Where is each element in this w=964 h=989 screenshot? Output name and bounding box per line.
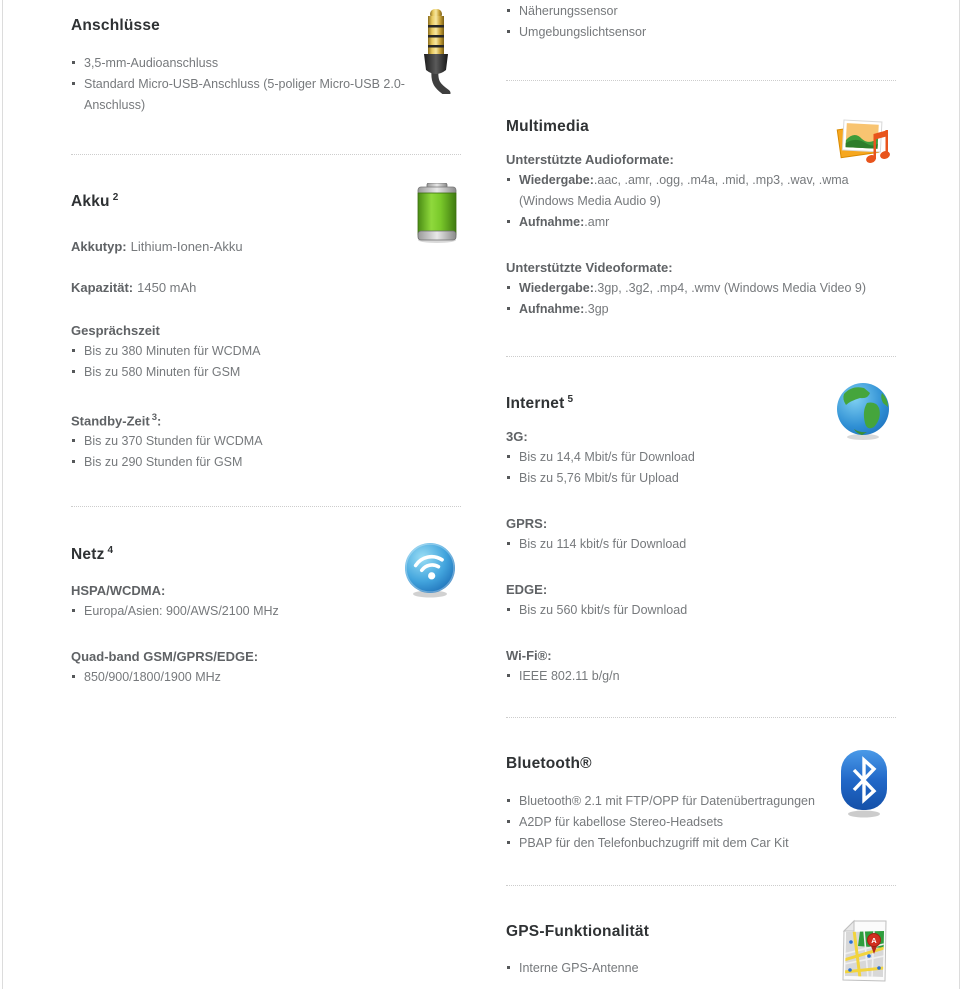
list-item: Bis zu 14,4 Mbit/s für Download <box>506 447 891 468</box>
internet-title: Internet $^5$ <box>506 394 574 413</box>
akkutyp-row: Akkutyp: Lithium-Ionen-Akku <box>71 239 243 255</box>
list-item: Bis zu 560 kbit/s für Download <box>506 600 891 621</box>
list-item: Europa/Asien: 900/AWS/2100 MHz <box>71 601 456 622</box>
standby-label: Standby-Zeit $^3$: <box>71 412 162 429</box>
edge-list <box>506 600 896 621</box>
list-item: Interne GPS-Antenne <box>506 958 891 979</box>
list-item: Bis zu 380 Minuten für WCDMA <box>71 341 456 362</box>
list-item: IEEE 802.11 b/g/n <box>506 666 891 687</box>
globe-icon <box>834 381 892 446</box>
section-akku <box>71 155 461 506</box>
list-item: Bis zu 580 Minuten für GSM <box>71 362 456 383</box>
gps-title: GPS-Funktionalität <box>506 923 650 941</box>
list-item: Bis zu 5,76 Mbit/s für Upload <box>506 468 891 489</box>
battery-icon <box>415 183 459 248</box>
section-gps <box>506 886 896 989</box>
section-sensoren <box>506 0 896 80</box>
akku-title: Akku $^2$ <box>71 192 119 211</box>
standby-list <box>71 431 461 473</box>
gespraechszeit-label: Gesprächszeit <box>71 323 160 339</box>
footnote-ref: 3 <box>151 412 158 424</box>
list-item: Aufnahme:.amr <box>506 212 891 233</box>
list-item: Bis zu 370 Stunden für WCDMA <box>71 431 456 452</box>
anschluesse-title: Anschlüsse <box>71 17 161 34</box>
gps-list <box>506 958 896 979</box>
wifi-list <box>506 666 896 687</box>
section-anschluesse <box>71 0 461 154</box>
footnote-ref: 4 <box>107 545 114 557</box>
list-item: Umgebungslichtsensor <box>506 22 891 43</box>
multimedia-title: Multimedia <box>506 118 589 135</box>
footnote-ref: 5 <box>567 394 574 405</box>
list-item: Bis zu 114 kbit/s für Download <box>506 534 891 555</box>
anschluesse-list <box>71 53 461 116</box>
3g-list <box>506 447 896 489</box>
list-item: A2DP für kabellose Stereo-Headsets <box>506 812 891 833</box>
list-item: Wiedergabe:.aac, .amr, .ogg, .m4a, .mid, .mp3, .wav, .wma (Windows Media Audio 9) <box>506 170 891 212</box>
list-item: Aufnahme:.3gp <box>506 299 891 320</box>
spec-page <box>2 0 960 989</box>
gespraechszeit-list <box>71 341 461 383</box>
section-internet <box>506 357 896 717</box>
netz-title: Netz $^4$ <box>71 545 114 564</box>
edge-label: EDGE: <box>506 582 548 598</box>
list-item: Bluetooth® 2.1 mit FTP/OPP für Datenübertragungen <box>506 791 891 812</box>
list-item: PBAP für den Telefonbuchzugriff mit dem Car Kit <box>506 833 891 854</box>
multimedia-icon <box>835 117 893 170</box>
list-item: Näherungssensor <box>506 1 891 22</box>
list-item: Bis zu 290 Stunden für GSM <box>71 452 456 473</box>
quadband-list <box>71 667 461 688</box>
list-item: Standard Micro-USB-Anschluss (5-poliger Micro-USB 2.0-Anschluss) <box>71 74 456 116</box>
quadband-label: Quad-band GSM/GPRS/EDGE: <box>71 648 259 664</box>
videoformate-list <box>506 278 896 320</box>
audioformate-list <box>506 170 896 233</box>
kapazitaet-row: Kapazität: 1450 mAh <box>71 280 197 296</box>
bluetooth-list <box>506 791 896 854</box>
sensoren-list <box>506 1 896 43</box>
bluetooth-title: Bluetooth® <box>506 755 592 773</box>
list-item: 850/900/1800/1900 MHz <box>71 667 456 688</box>
audioformate-label: Unterstützte Audioformate: <box>506 152 674 167</box>
list-item: Wiedergabe:.3gp, .3g2, .mp4, .wmv (Windows Media Video 9) <box>506 278 891 299</box>
3g-label: 3G: <box>506 429 528 445</box>
hspa-list <box>71 601 461 622</box>
section-netz <box>71 507 461 687</box>
wifi-icon <box>402 541 458 604</box>
gprs-list <box>506 534 896 555</box>
right-column <box>506 0 896 989</box>
pin-label: A <box>871 936 877 946</box>
wifi-label: Wi-Fi®: <box>506 648 552 664</box>
videoformate-label: Unterstützte Videoformate: <box>506 260 673 275</box>
gprs-label: GPRS: <box>506 516 548 532</box>
section-bluetooth <box>506 718 896 885</box>
footnote-ref: 2 <box>112 192 119 203</box>
left-column <box>71 0 461 688</box>
list-item: 3,5-mm-Audioanschluss <box>71 53 456 74</box>
section-multimedia <box>506 81 896 356</box>
hspa-label: HSPA/WCDMA: <box>71 582 166 598</box>
